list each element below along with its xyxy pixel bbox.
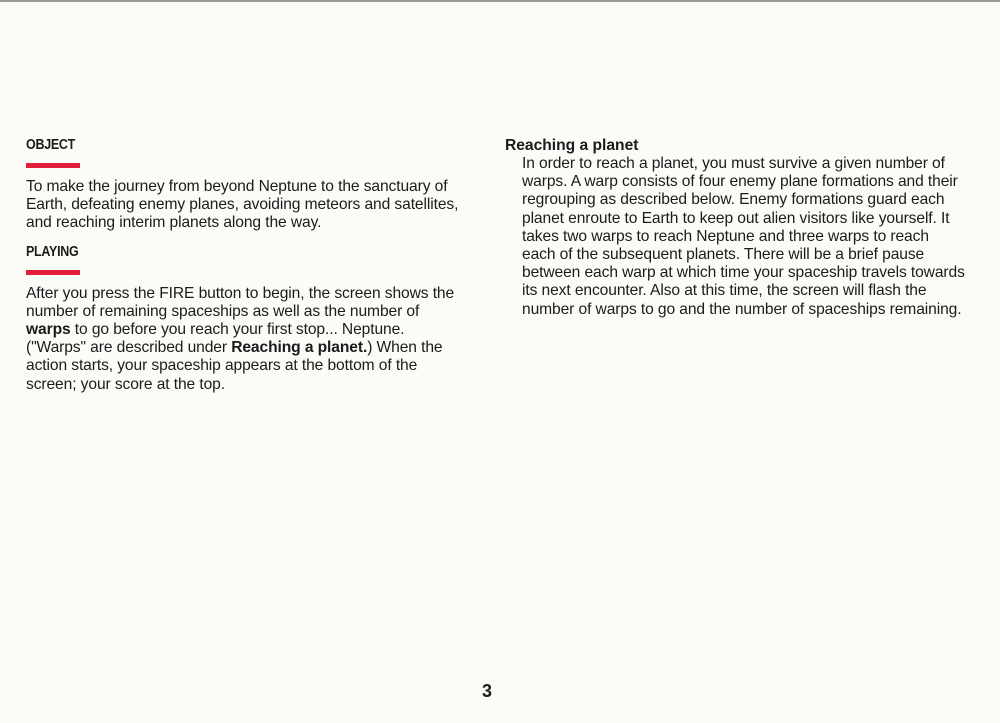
object-heading-underline — [26, 163, 80, 168]
right-column — [505, 137, 965, 319]
top-edge-rule — [0, 0, 1000, 2]
playing-text-2: to go before you reach your first stop... Neptune. ("Warps" are described under — [26, 321, 405, 357]
left-column — [26, 137, 466, 394]
reaching-paragraph: In order to reach a planet, you must survive a given number of warps. A warp consists of four enemy plane formations and their regrouping as described below. Enemy formations guard each planet enroute to Earth to keep out alien visitors like yourself. It takes two warps to reach Neptune and three warps to reach each of the subsequent planets. There will be a brief pause between each warp at which time your spaceship travels towards its next encounter. Also at this time, the screen will flash the number of warps to go and the number of spaceships remaining. — [522, 155, 965, 318]
playing-bold-warps: warps — [26, 321, 71, 339]
reaching-heading: Reaching a planet — [505, 137, 639, 154]
object-paragraph: To make the journey from beyond Neptune to the sanctuary of Earth, defeating enemy planes, avoiding meteors and satellites, and reaching interim planets along the way. — [26, 178, 459, 232]
object-section — [26, 137, 466, 233]
playing-heading: PLAYING — [26, 243, 79, 260]
playing-heading-underline — [26, 270, 80, 275]
page-number: 3 — [481, 681, 492, 701]
playing-bold-reaching: Reaching a planet. — [231, 339, 368, 357]
playing-section — [26, 244, 466, 394]
object-heading: OBJECT — [26, 137, 76, 153]
playing-paragraph — [26, 285, 466, 394]
playing-text-3: ) When the action starts, your spaceship appears at the bottom of the screen; your score at the top. — [26, 339, 443, 393]
playing-text-1: After you press the FIRE button to begin, the screen shows the number of remaining spaceships as well as the number of — [26, 284, 455, 320]
